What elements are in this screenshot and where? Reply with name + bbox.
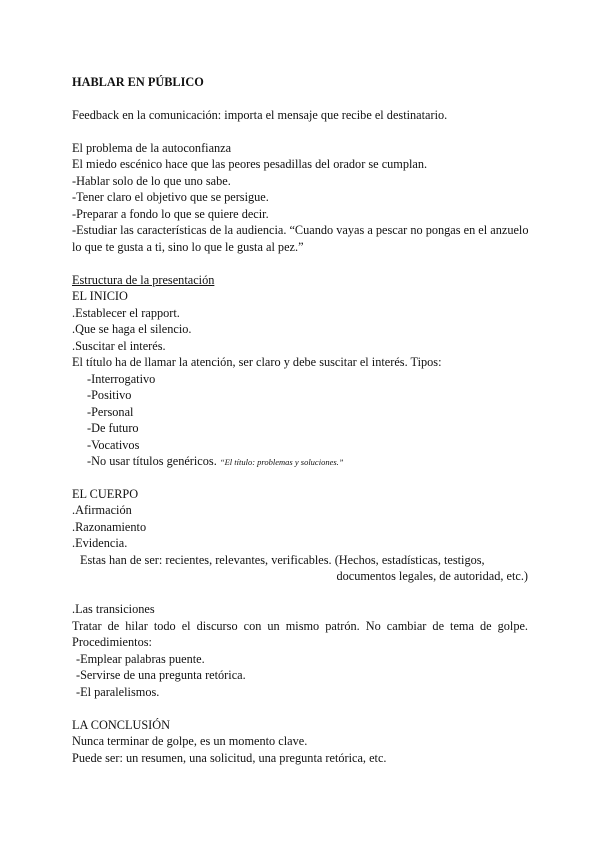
- list-item: .Razonamiento: [72, 520, 147, 534]
- list-item: -Positivo: [87, 388, 132, 402]
- paragraph-line: Nunca terminar de golpe, es un momento clave.: [72, 734, 308, 748]
- paragraph-line: El miedo escénico hace que las peores pesadillas del orador se cumplan.: [72, 157, 428, 171]
- list-item: -Tener claro el objetivo que se persigue.: [72, 190, 269, 204]
- paragraph-line: Puede ser: un resumen, una solicitud, una pregunta retórica, etc.: [72, 751, 387, 765]
- paragraph-line: lo que te gusta a ti, sino lo que le gusta al pez.”: [72, 240, 304, 254]
- list-item: -El paralelismos.: [76, 685, 160, 699]
- paragraph-line: El título ha de llamar la atención, ser claro y debe suscitar el interés. Tipos:: [72, 355, 442, 369]
- list-item: -Emplear palabras puente.: [76, 652, 205, 666]
- conclusion-heading: LA CONCLUSIÓN: [72, 718, 171, 732]
- document-title: HABLAR EN PÚBLICO: [72, 75, 204, 89]
- list-item: -Interrogativo: [87, 372, 156, 386]
- list-item: -De futuro: [87, 421, 139, 435]
- paragraph-line: documentos legales, de autoridad, etc.): [336, 569, 528, 583]
- paragraph-line: Tratar de hilar todo el discurso con un mismo patrón. No cambiar de tema de golpe.: [72, 619, 528, 633]
- transiciones-heading: .Las transiciones: [72, 602, 155, 616]
- list-item-text: -No usar títulos genéricos.: [87, 454, 217, 468]
- list-item: -Hablar solo de lo que uno sabe.: [72, 174, 231, 188]
- autoconfianza-heading: El problema de la autoconfianza: [72, 141, 232, 155]
- feedback-line: Feedback en la comunicación: importa el mensaje que recibe el destinatario.: [72, 108, 448, 122]
- list-item: -Servirse de una pregunta retórica.: [76, 668, 246, 682]
- list-item: .Establecer el rapport.: [72, 306, 180, 320]
- example-quote: “El título: problemas y soluciones.”: [219, 457, 344, 467]
- cuerpo-heading: EL CUERPO: [72, 487, 139, 501]
- list-item: -Estudiar las características de la audiencia. “Cuando vayas a pescar no pongas en el anzuelo: [72, 223, 529, 237]
- estructura-heading: Estructura de la presentación: [72, 273, 215, 287]
- paragraph-line: Estas han de ser: recientes, relevantes, verificables. (Hechos, estadísticas, testigos,: [80, 553, 485, 567]
- list-item: .Suscitar el interés.: [72, 339, 166, 353]
- list-item: -Personal: [87, 405, 134, 419]
- list-item: .Afirmación: [72, 503, 132, 517]
- list-item-with-example: [87, 454, 344, 469]
- paragraph-line: Procedimientos:: [72, 635, 152, 649]
- list-item: -Preparar a fondo lo que se quiere decir.: [72, 207, 269, 221]
- list-item: -Vocativos: [87, 438, 140, 452]
- list-item: .Que se haga el silencio.: [72, 322, 192, 336]
- list-item: .Evidencia.: [72, 536, 128, 550]
- inicio-heading: EL INICIO: [72, 289, 128, 303]
